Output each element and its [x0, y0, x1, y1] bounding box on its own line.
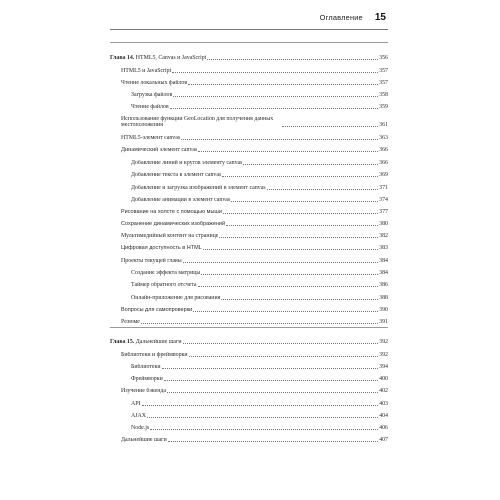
page-ref: 380 [379, 221, 388, 227]
page-ref: 363 [379, 135, 388, 141]
section-divider [110, 42, 388, 43]
dot-leader [198, 286, 379, 287]
dot-leader [170, 108, 378, 109]
page-ref: 377 [379, 209, 388, 215]
toc-subsection[interactable] [0, 99, 500, 111]
dot-leader [181, 139, 378, 140]
toc-subsection[interactable] [0, 265, 500, 277]
dot-leader [188, 84, 378, 85]
entry-title: Библиотеки [131, 364, 161, 370]
dot-leader [167, 392, 378, 393]
entry-title: Онлайн-приложение для рисования [131, 295, 221, 301]
page-ref: 356 [379, 55, 388, 61]
toc-subsection[interactable] [0, 359, 500, 371]
page-ref: 383 [379, 245, 388, 251]
entry-title: Добавление текста в элемент canvas [131, 172, 222, 178]
toc-chapter[interactable] [0, 50, 500, 62]
toc-section[interactable] [0, 130, 500, 142]
dot-leader [221, 299, 378, 300]
dot-leader [207, 59, 378, 60]
dot-leader [183, 343, 379, 344]
entry-title: Рисование на холсте с помощью мыши [121, 209, 222, 215]
chapter-title [110, 339, 182, 346]
dot-leader [173, 96, 378, 97]
entry-title: Цифровая доступность в HTML [121, 245, 202, 251]
page-ref: 402 [379, 388, 388, 394]
page-ref: 400 [379, 376, 388, 382]
dot-leader [282, 126, 378, 127]
entry-title: Динамический элемент canvas [121, 147, 198, 153]
dot-leader [267, 189, 379, 190]
page-ref: 361 [379, 122, 388, 128]
page-ref: 357 [379, 80, 388, 86]
dot-leader [147, 417, 378, 418]
page-ref: 392 [379, 352, 388, 358]
page-ref: 366 [379, 160, 388, 166]
dot-leader [226, 225, 378, 226]
entry-title: Мультимедийный контент на странице [121, 233, 219, 239]
entry-title: Сохранение динамических изображений [121, 221, 226, 227]
dot-leader [142, 405, 379, 406]
page-ref: 369 [379, 172, 388, 178]
page-ref: 388 [379, 295, 388, 301]
toc-section[interactable] [0, 204, 500, 216]
entry-title: Чтение файлов [131, 104, 169, 110]
entry-title: HTML5 и JavaScript [121, 68, 172, 74]
page-ref: 386 [379, 282, 388, 288]
dot-leader [164, 380, 378, 381]
toc-subsection[interactable] [0, 167, 500, 179]
entry-title: Фреймворки [131, 376, 163, 382]
toc-section[interactable] [0, 75, 500, 87]
dot-leader [231, 201, 378, 202]
dot-leader [222, 176, 378, 177]
dot-leader [193, 311, 378, 312]
toc-section[interactable] [0, 142, 500, 154]
toc-section[interactable] [0, 240, 500, 252]
page-ref: 403 [379, 401, 388, 407]
page-ref: 384 [379, 258, 388, 264]
page-ref: 407 [379, 437, 388, 443]
chapter-name: Дальнейшие шаги [134, 339, 182, 345]
toc-section[interactable] [0, 63, 500, 75]
entry-title: Вопросы для самопроверки [121, 307, 193, 313]
dot-leader [189, 356, 379, 357]
dot-leader [150, 429, 378, 430]
toc-subsection[interactable] [0, 180, 500, 192]
section-divider [110, 327, 388, 328]
toc-section[interactable] [0, 216, 500, 228]
toc-subsection[interactable] [0, 408, 500, 420]
toc-section[interactable] [0, 302, 500, 314]
toc-chapter[interactable] [0, 334, 500, 346]
toc-section[interactable] [0, 111, 500, 129]
entry-title: Добавление и загрузка изображений в элемент canvas [131, 185, 266, 191]
toc-subsection[interactable] [0, 155, 500, 167]
dot-leader [219, 237, 378, 238]
toc-section[interactable] [0, 253, 500, 265]
chapter-label: Глава 15. [110, 339, 135, 345]
page-ref: 404 [379, 413, 388, 419]
chapter-title [110, 55, 206, 62]
page-ref: 366 [379, 147, 388, 153]
dot-leader [162, 368, 379, 369]
entry-title: Чтение локальных файлов [121, 80, 188, 86]
chapter-name: HTML5, Canvas и JavaScript [134, 55, 207, 61]
entry-title: Создание эффекта матрицы [131, 270, 201, 276]
dot-leader [201, 274, 378, 275]
toc-subsection[interactable] [0, 192, 500, 204]
page-ref: 390 [379, 307, 388, 313]
entry-title: Добавление линий и кругов элементу canvas [131, 160, 243, 166]
entry-title: Использование функции GeoLocation для получения данных местоположения [121, 115, 274, 129]
dot-leader [243, 164, 378, 165]
page-ref: 374 [379, 197, 388, 203]
toc-subsection[interactable] [0, 290, 500, 302]
section-name: Оглавление [319, 13, 363, 22]
page-ref: 392 [379, 339, 388, 345]
toc-subsection[interactable] [0, 371, 500, 383]
page-ref: 394 [379, 364, 388, 370]
dot-leader [168, 441, 378, 442]
entry-title: Библиотеки и фреймворки [121, 352, 188, 358]
entry-title: Изучение бэкенда [121, 388, 166, 394]
entry-title: Проекты текущей главы [121, 258, 182, 264]
toc-subsection[interactable] [0, 420, 500, 432]
entry-title: API [131, 401, 141, 407]
entry-title: Таймер обратного отсчета [131, 282, 197, 288]
page-number: 15 [374, 12, 386, 23]
page-ref: 359 [379, 104, 388, 110]
entry-title: Дальнейшие шаги [121, 437, 167, 443]
page-ref: 371 [379, 185, 388, 191]
toc-section[interactable] [0, 432, 500, 444]
toc-section[interactable] [0, 347, 500, 359]
dot-leader [223, 213, 378, 214]
toc-subsection[interactable] [0, 87, 500, 99]
toc-section[interactable] [0, 383, 500, 395]
dot-leader [141, 323, 378, 324]
entry-title: Добавление анимации в элемент canvas [131, 197, 231, 203]
entry-title: Резюме [121, 319, 140, 325]
page-ref: 391 [379, 319, 388, 325]
page-ref: 406 [379, 425, 388, 431]
page-ref: 358 [379, 92, 388, 98]
dot-leader [183, 262, 378, 263]
entry-title: AJAX [131, 413, 147, 419]
toc-subsection[interactable] [0, 277, 500, 289]
toc-section[interactable] [0, 314, 500, 326]
entry-title: Загрузка файлов [131, 92, 173, 98]
page-ref: 357 [379, 68, 388, 74]
entry-title: HTML5-элемент canvas [121, 135, 181, 141]
page-ref: 382 [379, 233, 388, 239]
dot-leader [198, 151, 378, 152]
dot-leader [203, 249, 378, 250]
toc-section[interactable] [0, 228, 500, 240]
page-ref: 384 [379, 270, 388, 276]
toc-subsection[interactable] [0, 396, 500, 408]
chapter-label: Глава 14. [110, 55, 135, 61]
entry-title: Node.js [131, 425, 150, 431]
dot-leader [172, 72, 378, 73]
